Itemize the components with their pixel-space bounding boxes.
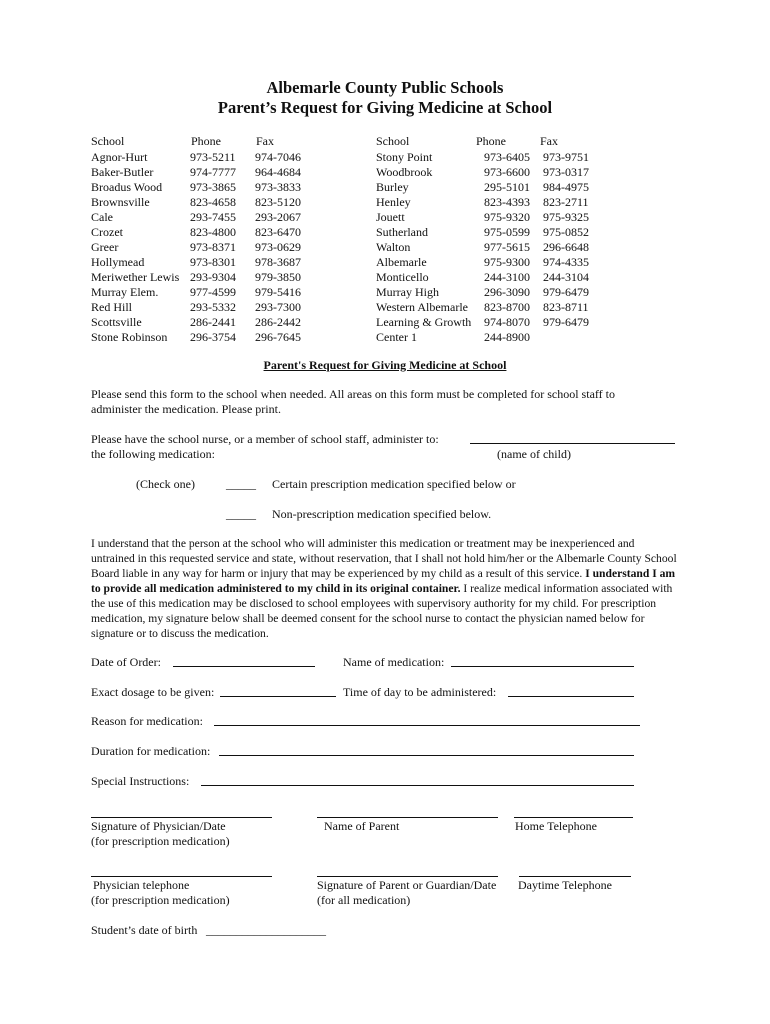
left-school-cell: Greer (91, 240, 119, 254)
right-school-cell: Sutherland (376, 225, 428, 239)
col-header-school-right: School (376, 134, 410, 148)
physician-signature-label: Signature of Physician/Date (91, 819, 226, 833)
right-school-cell: Western Albemarle (376, 300, 468, 314)
left-fax-cell: 964-4684 (255, 165, 301, 179)
col-header-school-left: School (91, 134, 125, 148)
left-phone-cell: 973-8371 (190, 240, 236, 254)
nonprescription-option-label: Non-prescription medication specified below. (272, 507, 492, 521)
right-fax-cell: 979-6479 (543, 285, 589, 299)
right-school-cell: Walton (376, 240, 411, 254)
left-school-cell: Baker-Butler (91, 165, 154, 179)
left-phone-cell: 974-7777 (190, 165, 236, 179)
left-fax-cell: 979-3850 (255, 270, 301, 284)
right-phone-cell: 977-5615 (484, 240, 530, 254)
right-school-list (376, 150, 471, 345)
right-school-cell: Burley (376, 180, 409, 194)
right-school-cell: Center 1 (376, 330, 417, 344)
consent-text-bold: I understand I am to provide all medication administered to my child in its original container. (91, 567, 676, 595)
physician-telephone-label: Physician telephone (93, 878, 190, 892)
child-name-caption: (name of child) (497, 447, 571, 461)
prescription-option-label: Certain prescription medication specified below or (272, 477, 516, 491)
check-one-label: (Check one) (136, 477, 195, 491)
left-school-cell: Stone Robinson (91, 330, 168, 344)
right-fax-cell: 974-4335 (543, 255, 589, 269)
duration-label: Duration for medication: (91, 744, 211, 758)
left-phone-cell: 293-5332 (190, 300, 236, 314)
right-phone-cell: 975-9320 (484, 210, 530, 224)
consent-text-1: I understand that the person at the school who will administer this medication or treatment may be inexperienced and untrained in this requested service and state, without reservation, that I shall not hold him/her or the Albemarle County School Board liable in any way for harm or injury that may be experienced by my child as a result of this service. (91, 537, 677, 580)
right-phone-cell: 823-8700 (484, 300, 530, 314)
time-of-day-label: Time of day to be administered: (343, 685, 497, 699)
col-header-fax-right: Fax (540, 134, 558, 148)
right-fax-cell: 973-0317 (543, 165, 589, 179)
medication-name-field[interactable] (451, 654, 634, 667)
right-fax-list (543, 150, 589, 345)
time-of-day-field[interactable] (508, 684, 634, 697)
right-phone-cell: 975-0599 (484, 225, 530, 239)
right-phone-cell: 244-3100 (484, 270, 530, 284)
right-phone-cell: 244-8900 (484, 330, 530, 344)
left-school-cell: Agnor-Hurt (91, 150, 148, 164)
duration-field[interactable] (219, 743, 634, 756)
left-fax-cell: 823-5120 (255, 195, 301, 209)
left-fax-cell: 286-2442 (255, 315, 301, 329)
intro-line-2: administer the medication. Please print. (91, 402, 281, 416)
parent-signature-note: (for all medication) (317, 893, 411, 907)
special-instructions-field[interactable] (201, 773, 634, 786)
left-phone-list (190, 150, 236, 345)
right-school-cell: Woodbrook (376, 165, 433, 179)
date-of-order-label: Date of Order: (91, 655, 161, 669)
parent-name-field[interactable] (317, 805, 498, 818)
left-school-list (91, 150, 179, 345)
right-fax-cell: 296-6648 (543, 240, 589, 254)
left-fax-cell: 823-6470 (255, 225, 301, 239)
exact-dosage-label: Exact dosage to be given: (91, 685, 215, 699)
physician-signature-field[interactable] (91, 805, 272, 818)
parent-signature-field[interactable] (317, 864, 498, 877)
right-school-cell: Murray High (376, 285, 439, 299)
left-phone-cell: 973-8301 (190, 255, 236, 269)
following-medication-label: the following medication: (91, 447, 215, 461)
medication-name-label: Name of medication: (343, 655, 445, 669)
left-fax-cell: 296-7645 (255, 330, 301, 344)
left-phone-cell: 293-7455 (190, 210, 236, 224)
student-dob-label: Student’s date of birth (91, 923, 198, 937)
physician-signature-note: (for prescription medication) (91, 834, 230, 848)
left-school-cell: Murray Elem. (91, 285, 159, 299)
left-phone-cell: 296-3754 (190, 330, 236, 344)
left-school-cell: Meriwether Lewis (91, 270, 180, 284)
left-fax-list (255, 150, 301, 345)
right-phone-list (476, 150, 530, 345)
right-phone-cell: 973-6405 (484, 150, 530, 164)
reason-field[interactable] (214, 713, 640, 726)
home-telephone-field[interactable] (514, 805, 633, 818)
left-school-cell: Broadus Wood (91, 180, 163, 194)
right-fax-cell: 973-9751 (543, 150, 589, 164)
form-subtitle: Parent's Request for Giving Medicine at School (263, 358, 507, 372)
right-school-cell: Albemarle (376, 255, 427, 269)
left-fax-cell: 973-3833 (255, 180, 301, 194)
page-title: Albemarle County Public Schools (266, 78, 504, 97)
right-fax-cell (543, 330, 589, 345)
daytime-telephone-field[interactable] (519, 864, 631, 877)
student-dob-field[interactable]: ____________________ (206, 923, 326, 937)
parent-signature-label: Signature of Parent or Guardian/Date (317, 878, 497, 892)
reason-label: Reason for medication: (91, 714, 203, 728)
left-fax-cell: 979-5416 (255, 285, 301, 299)
col-header-fax-left: Fax (256, 134, 274, 148)
right-school-cell: Jouett (376, 210, 405, 224)
left-school-cell: Crozet (91, 225, 123, 239)
right-phone-cell: 823-4393 (484, 195, 530, 209)
right-school-cell: Learning & Growth (376, 315, 472, 329)
left-school-cell: Brownsville (91, 195, 150, 209)
right-fax-cell: 975-0852 (543, 225, 589, 239)
left-school-cell: Scottsville (91, 315, 142, 329)
left-phone-cell: 286-2441 (190, 315, 236, 329)
exact-dosage-field[interactable] (220, 684, 336, 697)
nurse-line: Please have the school nurse, or a member of school staff, administer to: (91, 432, 439, 446)
special-instructions-label: Special Instructions: (91, 774, 190, 788)
date-of-order-field[interactable] (173, 654, 315, 667)
right-fax-cell: 823-2711 (543, 195, 589, 209)
physician-telephone-note: (for prescription medication) (91, 893, 230, 907)
consent-paragraph (91, 536, 681, 641)
left-fax-cell: 293-7300 (255, 300, 301, 314)
nonprescription-check-blank[interactable]: _____ (226, 507, 256, 521)
daytime-telephone-label: Daytime Telephone (518, 878, 612, 892)
left-phone-cell: 977-4599 (190, 285, 236, 299)
left-school-cell: Hollymead (91, 255, 145, 269)
left-phone-cell: 973-3865 (190, 180, 236, 194)
col-header-phone-left: Phone (191, 134, 221, 148)
right-fax-cell: 984-4975 (543, 180, 589, 194)
right-school-cell: Stony Point (376, 150, 433, 164)
intro-line-1: Please send this form to the school when needed. All areas on this form must be completed for school staff to (91, 387, 615, 401)
parent-name-label: Name of Parent (324, 819, 400, 833)
left-phone-cell: 823-4658 (190, 195, 236, 209)
left-fax-cell: 978-3687 (255, 255, 301, 269)
child-name-field[interactable] (470, 431, 675, 444)
left-school-cell: Red Hill (91, 300, 132, 314)
col-header-phone-right: Phone (476, 134, 506, 148)
right-phone-cell: 973-6600 (484, 165, 530, 179)
left-phone-cell: 293-9304 (190, 270, 236, 284)
left-fax-cell: 973-0629 (255, 240, 301, 254)
left-school-cell: Cale (91, 210, 113, 224)
consent-text-2: I realize medical information associated with the use of this medication may be disclosed to school employees with supervisory authority for my child. For prescription medication, my signature below shall be deemed consent for the school nurse to contact the physician named below for signature or to discuss the medication. (91, 582, 673, 640)
left-fax-cell: 293-2067 (255, 210, 301, 224)
home-telephone-label: Home Telephone (515, 819, 597, 833)
right-fax-cell: 244-3104 (543, 270, 589, 284)
right-school-cell: Monticello (376, 270, 429, 284)
page-subtitle: Parent’s Request for Giving Medicine at School (217, 98, 553, 117)
right-fax-cell: 975-9325 (543, 210, 589, 224)
right-phone-cell: 975-9300 (484, 255, 530, 269)
physician-telephone-field[interactable] (91, 864, 272, 877)
right-fax-cell: 823-8711 (543, 300, 589, 314)
right-phone-cell: 295-5101 (484, 180, 530, 194)
left-fax-cell: 974-7046 (255, 150, 301, 164)
right-phone-cell: 296-3090 (484, 285, 530, 299)
right-school-cell: Henley (376, 195, 411, 209)
prescription-check-blank[interactable]: _____ (226, 477, 256, 491)
right-fax-cell: 979-6479 (543, 315, 589, 329)
right-phone-cell: 974-8070 (484, 315, 530, 329)
left-phone-cell: 823-4800 (190, 225, 236, 239)
left-phone-cell: 973-5211 (190, 150, 236, 164)
